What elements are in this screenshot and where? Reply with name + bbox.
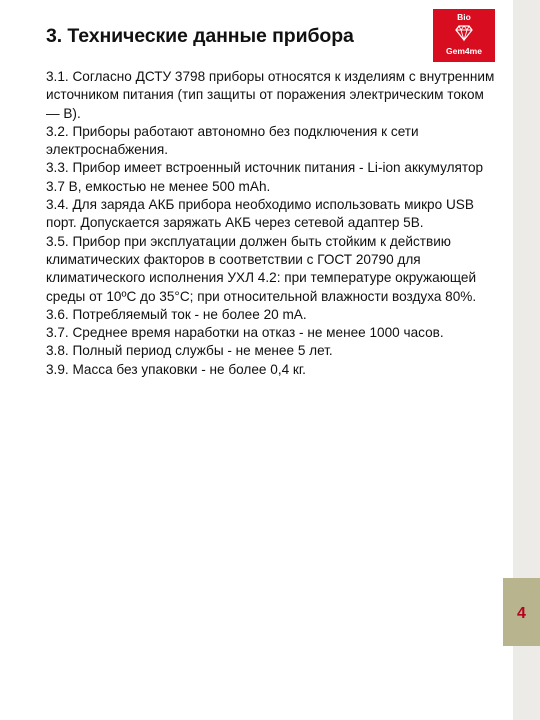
paragraph-3-5: 3.5. Прибор при эксплуатации должен быть стойким к действию климатических факторов в соответствии с ГОСТ 20790 для климатического исполнения УХЛ 4.2: при температуре окружающей среды от 10ºС до 35°С; при относительной влажности воздуха 80%.: [46, 233, 477, 304]
body-text: [46, 68, 496, 379]
paragraph-3-8: 3.8. Полный период службы - не менее 5 лет.: [46, 343, 333, 359]
paragraph-3-2: 3.2. Приборы работают автономно без подключения к сети электроснабжения.: [46, 123, 419, 158]
diamond-icon: [455, 24, 473, 42]
paragraph-3-3: 3.3. Прибор имеет встроенный источник питания - Li-ion аккумулятор 3.7 В, емкостью не менее 500 mAh.: [46, 160, 484, 194]
paragraph-3-1: 3.1. Согласно ДСТУ 3798 приборы относятся к изделиям с внутренним источником питания (тип защиты от поражения электрическим током — В).: [46, 69, 495, 121]
page-title: 3. Технические данные прибора: [46, 25, 354, 47]
page-number: 4: [517, 605, 526, 622]
paragraph-3-6: 3.6. Потребляемый ток - не более 20 mА.: [46, 306, 307, 322]
paragraph-3-9: 3.9. Масса без упаковки - не более 0,4 кг.: [46, 361, 306, 377]
logo-top-text: Bio: [457, 12, 471, 22]
logo-bottom-text: Gem4me: [446, 46, 482, 56]
logo: [433, 9, 495, 62]
page-number-tab: [503, 578, 540, 646]
paragraph-3-7: 3.7. Среднее время наработки на отказ - не менее 1000 часов.: [46, 325, 444, 341]
paragraph-3-4: 3.4. Для заряда АКБ прибора необходимо использовать микро USB порт. Допускается заряжать АКБ через сетевой адаптер 5В.: [46, 197, 474, 231]
